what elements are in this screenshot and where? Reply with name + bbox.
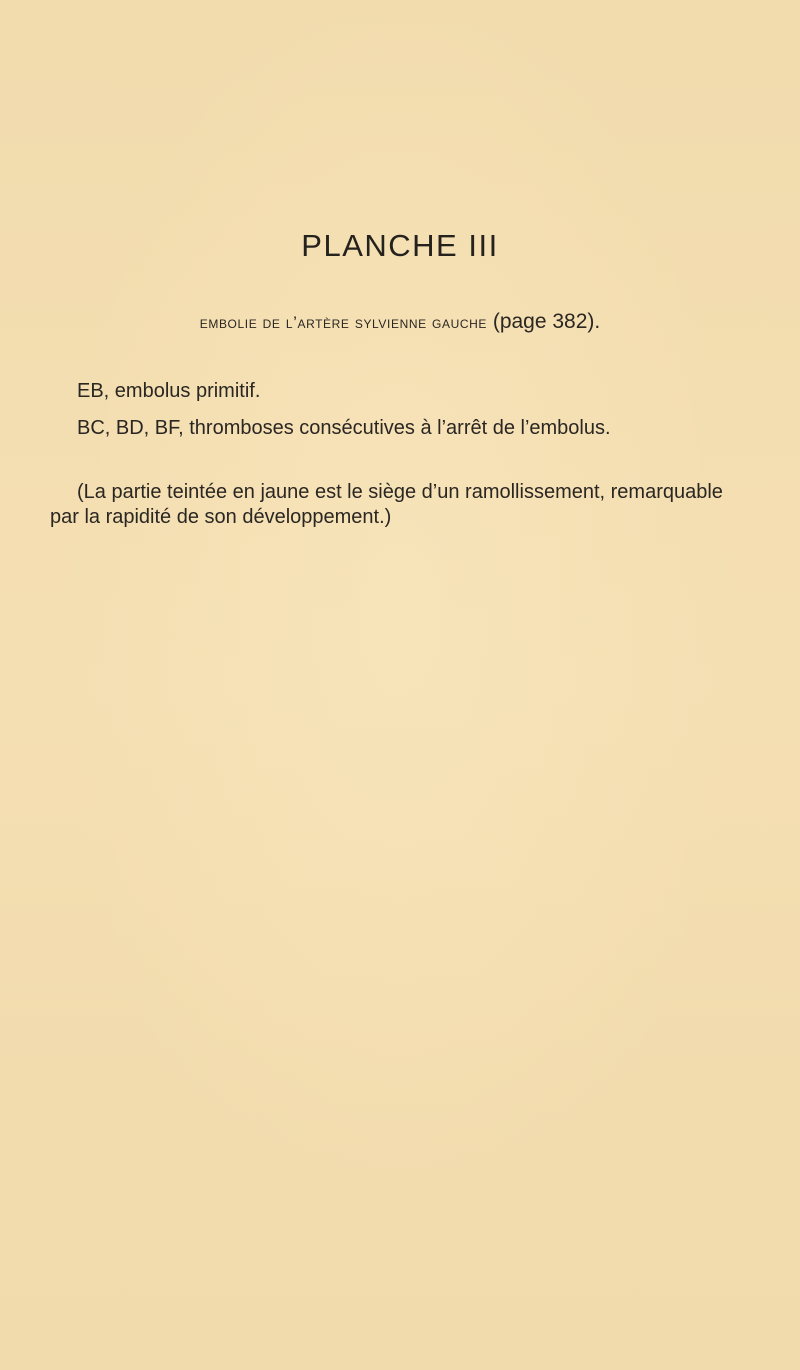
subtitle-page-reference: (page 382). — [492, 310, 601, 333]
plate-subtitle — [0, 310, 800, 334]
note-line-2: par la rapidité de son développement.) — [50, 506, 392, 528]
legend-line-thromboses: BC, BD, BF, thromboses consécutives à l’arrêt de l’embolus. — [77, 417, 611, 439]
subtitle-caption: embolie de l’artère sylvienne gauche — [199, 313, 487, 332]
plate-title: PLANCHE III — [301, 228, 499, 263]
legend-line-eb: EB, embolus primitif. — [77, 380, 261, 402]
note-line-1: (La partie teintée en jaune est le siège d’un ramollissement, remarquable — [77, 481, 723, 503]
